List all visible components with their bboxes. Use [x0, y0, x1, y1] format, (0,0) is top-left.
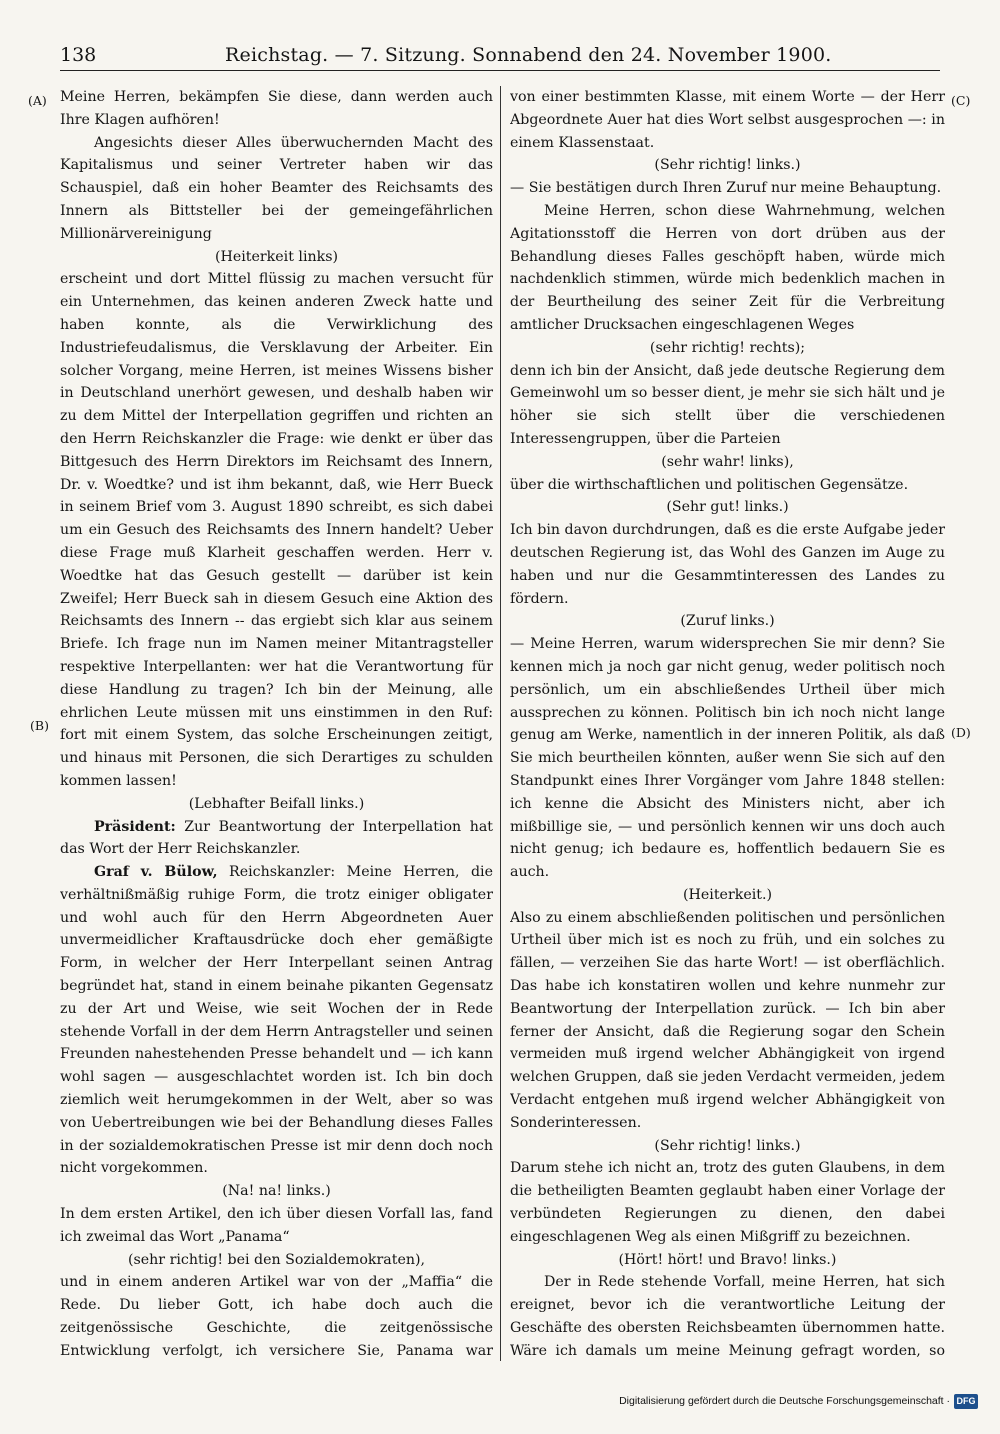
interjection: (Heiterkeit.) — [683, 886, 772, 903]
interjection: (Zuruf links.) — [680, 613, 775, 630]
paragraph: — Meine Herren, warum widersprechen Sie mir denn? Sie kennen mich ja noch gar nicht genug, weder politisch noch persönlich, um ein abschließendes Urtheil über mich aussprechen zu können. Politisch bin ich noch nicht lange genug am Werke, namentlich in der inneren Politik, als daß Sie mich beurtheilen könnten, außer wenn Sie sich auf den Standpunkt eines Ihrer Vorgänger vom Jahre 1848 stellen: ich kenne die Absicht des Ministers nicht, aber ich mißbillige sie, — und persönlich kennen wir uns doch auch nicht genug; ich bedaure es, hoffentlich bedauern Sie es auch. — [510, 636, 945, 881]
margin-marker-c: (C) — [951, 93, 971, 108]
paragraph: Darum stehe ich nicht an, trotz des guten Glaubens, in dem die betheiligten Beamten geglaubt haben einer Vorlage der verbündeten Regierungen zu dienen, den dabei eingeschlagenen Weg als einen Mißgriff zu bezeichnen. — [510, 1160, 945, 1245]
speaker-label: Präsident: — [94, 818, 176, 835]
page-number: 138 — [60, 44, 97, 66]
interjection: (Sehr richtig! links.) — [654, 1137, 801, 1154]
paragraph: Ich bin davon durchdrungen, daß es die erste Aufgabe jeder deutschen Regierung ist, das Wohl des Ganzen im Auge zu haben und nur die Gesammtinteressen des Landes zu fördern. — [510, 522, 945, 607]
paragraph: denn ich bin der Ansicht, daß jede deutsche Regierung dem Gemeinwohl um so besser dient, je mehr sie sich hält und je höher sie sich stellt über die verschiedenen Interessengruppen, über die Parteien — [510, 362, 945, 447]
paragraph: erscheint und dort Mittel flüssig zu machen versucht für ein Unternehmen, das keinen anderen Zweck hatte und haben konnte, als die Verwirklichung des Industriefeudalismus, die Versklavung der Arbeiter. Ein solcher Vorgang, meine Herren, ist meines Wissens bisher in Deutschland unerhört gewesen, und deshalb haben wir zu dem Mittel der Interpellation gegriffen und richten an den Herrn Reichskanzler die Frage: wie denkt er über das Bittgesuch des Herrn Direktors im Reichsamt des Innern, Dr. v. Woedtke? und ist ihm bekannt, daß, wie Herr Bueck in seinem Brief vom 3. August 1890 schreibt, es sich dabei um ein Gesuch des Reichsamts des Innern handelt? Ueber diese Frage muß Klarheit geschaffen werden. Herr v. Woedtke hat das Gesuch gestellt — darüber ist kein Zweifel; Herr Bueck sah in diesem Gesuch eine Aktion des Reichsamts des Innern -- das ergiebt sich klar aus seinem Briefe. Ich frage nun im Namen meiner Mitantragsteller respektive Interpellanten: wer hat die Verantwortung für diese Handlung zu tragen? Ich bin der Meinung, alle ehrlichen Leute müssen mit uns einstimmen in den Ruf: fort mit einem System, das solche Erscheinungen zeitigt, und hinaus mit Personen, die sich Derartiges zu schulden kommen lassen! — [60, 271, 493, 789]
speech-text: Reichskanzler: Meine Herren, die verhältnißmäßig ruhige Form, die trotz einiger obligater und wohl auch für den Herrn Abgeordneten Auer unvermeidlicher Kraftausdrücke doch eher gemäßigte Form, in welcher der Herr Interpellant seinen Antrag begründet hat, stand in einem beinahe pikanten Gegensatz zu der Art und Weise, wie seit Wochen der in Rede stehende Vorfall in der dem Herrn Antragsteller und seinen Freunden nahestehenden Presse behandelt und — ich kann wohl sagen — ausgeschlachtet worden ist. Ich bin doch ziemlich weit herumgekommen in der Welt, aber so was von Uebertreibungen wie bei der Behandlung dieses Falles in der sozialdemokratischen Presse ist mir denn doch noch nicht vorgekommen. — [60, 864, 493, 1177]
speech-text: Zur Beantwortung der Interpellation hat das Wort der Herr Reichskanzler. — [60, 818, 493, 858]
interjection: (sehr richtig! bei den Sozialdemokraten), — [127, 1251, 426, 1268]
margin-marker-a: (A) — [28, 93, 47, 108]
paragraph: Meine Herren, schon diese Wahrnehmung, welchen Agitationsstoff die Herren von dort drüben aus der Behandlung dieses Falles geschöpft haben, würde mich nachdenklich stimmen, würde mich bedenklich machen in der Beurtheilung des seiner Zeit für die Verbreitung amtlicher Drucksachen eingeschlagenen Weges — [510, 202, 945, 333]
running-title: Reichstag. — 7. Sitzung. Sonnabend den 24. November 1900. — [225, 44, 832, 66]
page-header — [60, 40, 940, 71]
paragraph: Angesichts dieser Alles überwuchernden Macht des Kapitalismus und seiner Vertreter haben wir das Schauspiel, daß ein hoher Beamter des Reichsamts des Innern als Bittsteller bei der gemeingefährlichen Millionärvereinigung — [60, 134, 493, 242]
margin-marker-b: (B) — [30, 718, 49, 733]
paragraph — [60, 816, 493, 862]
dfg-logo-icon: DFG — [954, 1394, 978, 1409]
paragraph: Der in Rede stehende Vorfall, meine Herren, hat sich ereignet, bevor ich die verantwortliche Leitung der Geschäfte des obersten Reichsbeamten übernommen hatte. Wäre ich damals um meine Meinung gefragt worden, so — [510, 1274, 945, 1359]
right-column — [510, 86, 945, 1366]
interjection: (Hört! hört! und Bravo! links.) — [618, 1251, 837, 1268]
paragraph: Meine Herren, bekämpfen Sie diese, dann werden auch Ihre Klagen aufhören! — [60, 89, 493, 128]
paragraph: In dem ersten Artikel, den ich über diesen Vorfall las, fand ich zweimal das Wort „Panama“ — [60, 1206, 493, 1245]
interjection: (Sehr gut! links.) — [666, 499, 789, 516]
margin-marker-d: (D) — [951, 725, 971, 740]
column-divider — [500, 86, 501, 1361]
interjection: (sehr wahr! links), — [661, 453, 794, 470]
paragraph: von einer bestimmten Klasse, mit einem Worte — der Herr Abgeordnete Auer hat dies Wort selbst ausgesprochen —: in einem Klassenstaat. — [510, 89, 945, 151]
interjection: (sehr richtig! rechts); — [649, 339, 806, 356]
paragraph: Also zu einem abschließenden politischen und persönlichen Urtheil über mich ist es noch zu früh, und ein solches zu fällen, — verzeihen Sie das harte Wort! — ist oberflächlich. Das habe ich konstatiren wollen und kehre nunmehr zur Beantwortung der Interpellation zurück. — Ich bin aber ferner der Ansicht, daß die Regierung sogar den Schein vermeiden muß irgend welcher Abhängigkeit von irgend welchen Gruppen, daß sie jeden Verdacht vermeiden, jedem Verdacht entgehen muß irgend welcher Abhängigkeit von Sonderinteressen. — [510, 909, 945, 1131]
footer-text: Digitalisierung gefördert durch die Deutsche Forschungsgemeinschaft · — [619, 1395, 950, 1407]
left-column — [60, 86, 493, 1366]
interjection: (Lebhafter Beifall links.) — [188, 795, 365, 812]
interjection: (Na! na! links.) — [222, 1183, 331, 1200]
footer-credit — [619, 1390, 978, 1412]
paragraph: und in einem anderen Artikel war von der „Maffia“ die Rede. Du lieber Gott, ich habe doch auch die zeitgenössische Geschichte, die zeitgenössische Entwicklung verfolgt, ich versichere Sie, Panama war — [60, 1274, 493, 1359]
paragraph: über die wirthschaftlichen und politischen Gegensätze. — [510, 476, 909, 493]
speaker-label: Graf v. Bülow, — [94, 864, 218, 881]
interjection: (Sehr richtig! links.) — [654, 157, 801, 174]
interjection: (Heiterkeit links) — [214, 248, 339, 265]
paragraph: — Sie bestätigen durch Ihren Zuruf nur meine Behauptung. — [510, 180, 942, 197]
paragraph — [60, 861, 493, 1180]
